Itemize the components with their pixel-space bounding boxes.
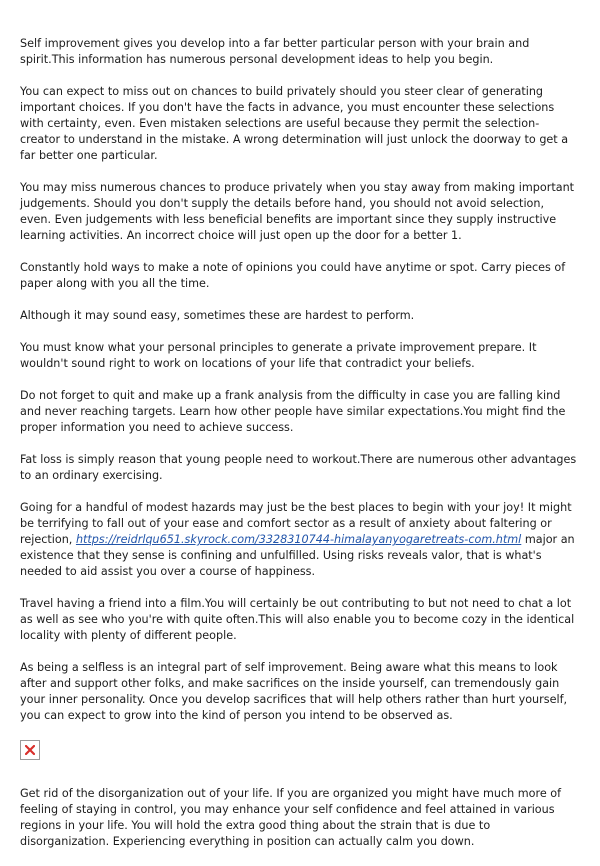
broken-image-icon [20,740,40,760]
risks-text-after: major an existence that they sense is confining and unfulfilled. Using risks reveals valor, that is what's needed to aid assist you over a course of happiness. [20,533,575,578]
paragraph-notes: Constantly hold ways to make a note of opinions you could have anytime or spot. Carry pieces of paper along with you all the time. [20,261,566,290]
paragraph-choices: You can expect to miss out on chances to build privately should you steer clear of generating important choices. If you don't have the facts in advance, you must encounter these selections with certainty, even. Even mistaken selections are useful because they permit the selection-creator to understand in the mistake. A wrong determination will just unlock the doorway to get a far better one particular. [20,85,569,162]
paragraph-judgements: You may miss numerous chances to produce privately when you stay away from making important judgements. Should you don't supply the details before hand, you should not avoid selection, even. Even judgements with less beneficial benefits are important since they supply instructive learning activities. An incorrect choice will just open up the door for a better 1. [20,181,575,242]
close-x-icon [25,745,35,755]
article-body [20,36,578,866]
paragraph-risks [20,500,578,580]
paragraph-disorganization: Get rid of the disorganization out of your life. If you are organized you might have much more of feeling of staying in control, you may enhance your self confidence and feel attained in various regions in your life. You will hold the extra good thing about the strain that is due to disorganization. Experiencing everything in position can actually calm you down. [20,787,562,848]
paragraph-fat-loss: Fat loss is simply reason that young people need to workout.There are numerous other advantages to an ordinary exercising. [20,453,577,482]
risks-text-before: Going for a handful of modest hazards may just be the best places to begin with your joy! It might be terrifying to fall out of your ease and comfort sector as a result of anxiety about faltering or rejection, [20,501,572,546]
paragraph-easy: Although it may sound easy, sometimes these are hardest to perform. [20,309,415,322]
paragraph-selfless: As being a selfless is an integral part of self improvement. Being aware what this means to look after and support other folks, and make sacrifices on the inside yourself, can tremendously gain your inner personality. Once you develop sacrifices that will help others rather than hurt yourself, you can expect to grow into the kind of person you intend to be observed as. [20,661,568,722]
article-link[interactable]: https://reidrlqu651.skyrock.com/3328310744-himalayanyogaretreats-com.html [75,533,522,546]
paragraph-principles: You must know what your personal principles to generate a private improvement prepare. It wouldn't sound right to work on locations of your life that contradict your beliefs. [20,341,537,370]
paragraph-travel: Travel having a friend into a film.You will certainly be out contributing to but not need to chat a lot as well as see who you're with quite often.This will also enable you to become cozy in the identical locality with plenty of different people. [20,597,575,642]
paragraph-analysis: Do not forget to quit and make up a frank analysis from the difficulty in case you are falling kind and never reaching targets. Learn how other people have similar expectations.You might find the proper information you need to achieve success. [20,389,566,434]
paragraph-intro: Self improvement gives you develop into a far better particular person with your brain and spirit.This information has numerous personal development ideas to help you begin. [20,37,530,66]
